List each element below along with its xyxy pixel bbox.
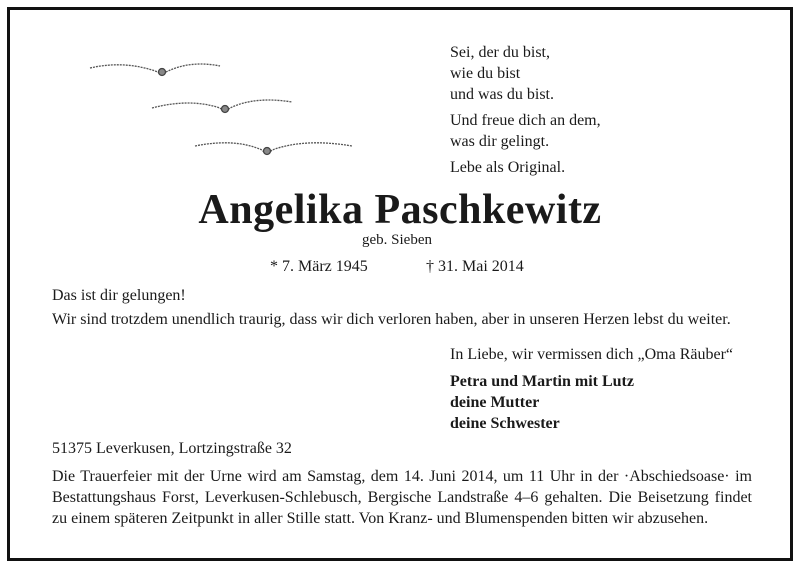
mourners-list bbox=[450, 371, 733, 434]
seagull-1 bbox=[90, 64, 220, 76]
poem-line: was dir gelingt. bbox=[450, 133, 550, 150]
death-date: † 31. Mai 2014 bbox=[426, 258, 524, 275]
service-line: Die Trauerfeier mit der Urne wird am Samstag, dem 14. Juni 2014, um 11 Uhr in der ·Abschiedsoase· im bbox=[52, 468, 752, 485]
poem bbox=[450, 42, 601, 183]
mourner: deine Schwester bbox=[450, 415, 560, 432]
maiden-name: geb. Sieben bbox=[362, 232, 432, 248]
poem-stanza-3 bbox=[450, 157, 601, 178]
service-line: Bestattungshaus Forst, Leverkusen-Schlebusch, Bergische Landstraße 4–6 gehalten. Die Beisetzung findet bbox=[52, 489, 752, 506]
signoff bbox=[450, 344, 733, 434]
poem-line: Sei, der du bist, bbox=[450, 44, 550, 61]
birth-date: * 7. März 1945 bbox=[270, 258, 368, 275]
signoff-intro: In Liebe, wir vermissen dich „Oma Räuber“ bbox=[450, 346, 734, 363]
message bbox=[52, 284, 731, 332]
poem-line: wie du bist bbox=[450, 65, 521, 82]
message-line: Wir sind trotzdem unendlich traurig, dass wir dich verloren haben, aber in unseren Herzen lebst du weiter. bbox=[52, 311, 731, 328]
seagull-3 bbox=[195, 143, 352, 155]
service-line: zu einem späteren Zeitpunkt in aller Stille statt. Von Kranz- und Blumenspenden bitten wir abzusehen. bbox=[52, 510, 709, 527]
poem-stanza-1 bbox=[450, 42, 601, 105]
poem-line: Und freue dich an dem, bbox=[450, 112, 601, 129]
poem-line: Lebe als Original. bbox=[450, 159, 566, 176]
deceased-name: Angelika Paschkewitz bbox=[198, 187, 602, 233]
address: 51375 Leverkusen, Lortzingstraße 32 bbox=[52, 440, 292, 457]
seagulls-illustration bbox=[80, 50, 370, 170]
service-details bbox=[52, 466, 752, 529]
mourner: deine Mutter bbox=[450, 394, 540, 411]
message-line: Das ist dir gelungen! bbox=[52, 287, 186, 304]
mourner: Petra und Martin mit Lutz bbox=[450, 373, 634, 390]
poem-stanza-2 bbox=[450, 110, 601, 152]
poem-line: und was du bist. bbox=[450, 86, 554, 103]
seagull-2 bbox=[152, 100, 292, 113]
